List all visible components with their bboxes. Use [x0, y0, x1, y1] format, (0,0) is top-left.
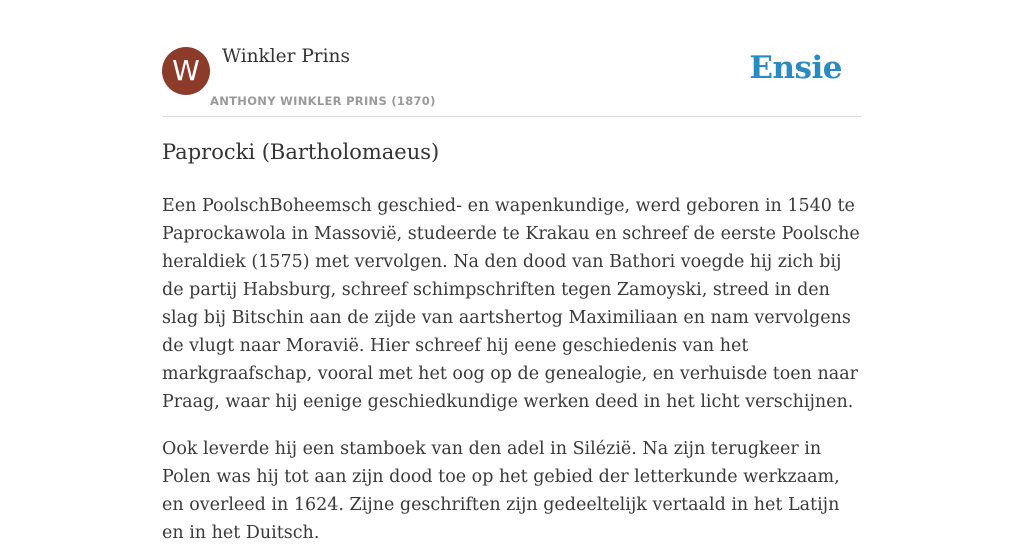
- article-title: Paprocki (Bartholomaeus): [162, 140, 440, 164]
- source-name-link[interactable]: Winkler Prins: [222, 46, 350, 67]
- source-subtitle: ANTHONY WINKLER PRINS (1870): [210, 94, 436, 108]
- ensie-logo-link[interactable]: Ensie: [749, 50, 842, 86]
- article-paragraph-2: Ook leverde hij een stamboek van den adel in Silézië. Na zijn terugkeer in Polen was hij tot aan zijn dood toe op het gebied der letterkunde werkzaam, en overleed in 1624. Zijne geschriften zijn gedeeltelijk vertaald in het Latijn en in het Duitsch.: [162, 439, 840, 543]
- source-header: [162, 0, 862, 117]
- page: [162, 0, 862, 543]
- avatar[interactable]: W: [162, 47, 210, 95]
- article-paragraph-1: Een PoolschBoheemsch geschied- en wapenkundige, werd geboren in 1540 te Paprockawola in Massovië, studeerde te Krakau en schreef de eerste Poolsche heraldiek (1575) met vervolgen. Na den dood van Bathori voegde hij zich bij de partij Habsburg, schreef schimpschriften tegen Zamoyski, streed in den slag bij Bitschin aan de zijde van aartshertog Maximiliaan en nam vervolgens de vlugt naar Moravië. Hier schreef hij eene geschiedenis van het markgraafschap, vooral met het oog op de genealogie, en verhuisde toen naar Praag, waar hij eenige geschiedkundige werken deed in het licht verschijnen.: [162, 196, 860, 412]
